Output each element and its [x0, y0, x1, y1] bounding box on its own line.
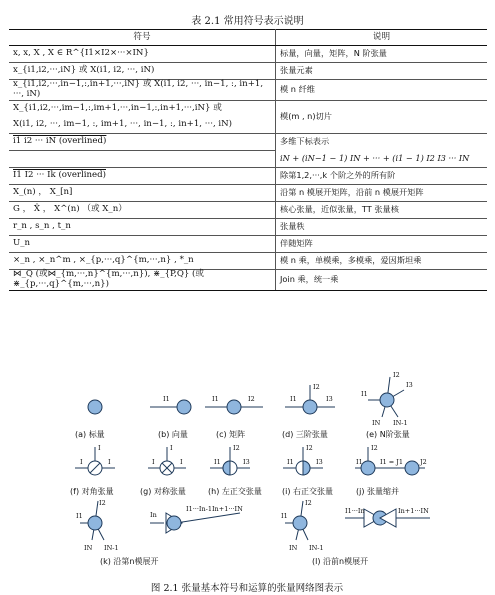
header-description: 说明	[276, 30, 488, 46]
index-label: I	[80, 458, 83, 466]
symbol-cell: X(i1, i2, ···, im−1, :, im+1, ···, in−1, :, in+1, ···, iN)	[9, 117, 276, 134]
index-label: I3	[406, 381, 413, 389]
symbol-cell: X_(n) ， X_[n]	[9, 184, 276, 201]
table-row	[9, 150, 487, 167]
index-label: I2	[233, 444, 240, 452]
description-cell: Join 乘，统一乘	[276, 269, 488, 290]
symbol-cell: U_n	[9, 235, 276, 252]
index-label: I1	[356, 458, 363, 466]
figure-caption-g: (g) 对称张量	[140, 487, 186, 496]
description-cell: 张量元素	[276, 63, 488, 80]
symbol-cell	[9, 150, 276, 167]
index-label: I1 = J1	[380, 458, 404, 466]
table-row	[9, 252, 487, 269]
index-label: I1	[290, 395, 297, 403]
figure-caption-b: (b) 向量	[158, 430, 188, 439]
symbol-cell: x_{i1,i2,···,iN} 或 X(i1, i2, ···, iN)	[9, 63, 276, 80]
description-cell: 模(m , n)切片	[276, 100, 488, 133]
table-row	[9, 46, 487, 63]
index-label: I	[180, 458, 183, 466]
symbol-cell: ⋈_Q (或⋈_{m,···,n}^{m,···,n}), ⋇_{P,Q} (或⋇_{p,···,q}^{m,···,n})	[9, 269, 276, 290]
table-caption: 表 2.1 常用符号表示说明	[191, 16, 304, 27]
index-label: I1···In	[345, 507, 365, 515]
index-label: I	[108, 458, 111, 466]
figure-caption-f: (f) 对角张量	[70, 487, 114, 496]
figure-caption: 图 2.1 张量基本符号和运算的张量网络图表示	[150, 583, 344, 594]
symbol-cell: ×_n , ×_n^m , ×_{p,···,q}^{m,···,n} , *_n	[9, 252, 276, 269]
index-label: I3	[316, 458, 323, 466]
index-label: J2	[420, 458, 427, 466]
index-label: I2	[248, 395, 255, 403]
symbol-cell: x, x, X , X ∈ R^{I1×I2×···×IN}	[9, 46, 276, 63]
n-order-tensor-diagram	[368, 377, 404, 417]
description-cell: 沿第 n 模展开矩阵，沿前 n 模展开矩阵	[276, 184, 488, 201]
figure-caption-e: (e) N阶张量	[366, 430, 410, 439]
index-label: IN-1	[309, 544, 324, 552]
table-header-row	[9, 30, 487, 46]
figure-caption-k: (k) 沿第n模展开	[100, 557, 159, 566]
index-label: I2	[393, 371, 400, 379]
symbol-cell: I1 I2 ··· Ik (overlined)	[9, 167, 276, 184]
scalar-node	[88, 400, 102, 414]
index-label: I1	[76, 512, 83, 520]
figure-caption-i: (i) 右正交张量	[282, 487, 334, 496]
description-cell: 模 n 乘，单模乘，多模乘，爱因斯坦乘	[276, 252, 488, 269]
symbol-cell: r_n , s_n , t_n	[9, 218, 276, 235]
index-label: IN	[289, 544, 298, 552]
index-label: IN	[84, 544, 93, 552]
tensor-network-figure	[0, 365, 495, 595]
header-symbol: 符号	[9, 30, 276, 46]
description-cell: 张量秩	[276, 218, 488, 235]
description-cell: 标量，向量，矩阵，N 阶张量	[276, 46, 488, 63]
table-row	[9, 218, 487, 235]
table-row	[9, 269, 487, 290]
index-label: I1	[287, 458, 294, 466]
index-label: I1	[281, 512, 288, 520]
figure-caption-h: (h) 左正交张量	[208, 487, 262, 496]
index-label: In	[150, 511, 157, 519]
description-cell: 多维下标表示	[280, 136, 330, 147]
symbol-cell: x_{i1,i2,···,in−1,:,in+1,···,iN} 或 X(i1, i2, ···, in−1, :, in+1, ···, iN)	[9, 80, 276, 101]
index-label: I3	[326, 395, 333, 403]
index-label: I2	[305, 499, 312, 507]
figure-caption-j: (j) 张量缩并	[356, 487, 400, 496]
figure-caption-d: (d) 三阶张量	[282, 430, 328, 439]
table-row	[9, 80, 487, 101]
index-label: I1···In-1In+1···IN	[186, 505, 243, 513]
table-row	[9, 100, 487, 117]
table-row	[9, 184, 487, 201]
table-row	[9, 235, 487, 252]
table-row	[9, 201, 487, 218]
index-label: I	[170, 444, 173, 452]
index-label: I2	[306, 444, 313, 452]
symbol-table	[9, 29, 487, 291]
index-label: I3	[243, 458, 250, 466]
description-cell: 伴随矩阵	[276, 235, 488, 252]
description-cell: 核心张量，近似张量，TT 张量核	[276, 201, 488, 218]
index-label: I1	[214, 458, 221, 466]
table-row	[9, 133, 487, 150]
index-label: I2	[313, 383, 320, 391]
figure-caption-c: (c) 矩阵	[216, 430, 246, 439]
figure-caption-l: (l) 沿前n模展开	[312, 557, 369, 566]
index-label: I2	[371, 444, 378, 452]
index-label: IN-1	[104, 544, 119, 552]
index-label: In+1···IN	[398, 507, 429, 515]
figure-caption-a: (a) 标量	[75, 430, 105, 439]
index-label: IN	[372, 419, 381, 427]
index-label: I	[98, 444, 101, 452]
vector-diagram	[150, 400, 191, 414]
symbol-cell: X_{i1,i2,···,im−1,:,im+1,···,in−1,:,in+1,···,iN} 或	[9, 100, 276, 117]
symbol-cell: i1 i2 ··· iN (overlined)	[9, 133, 276, 150]
table-row	[9, 63, 487, 80]
symbol-cell: G ， X̂ ， X^(n) （或 X_n）	[9, 201, 276, 218]
description-cell: 模 n 纤维	[276, 80, 488, 101]
index-label: I1	[163, 395, 170, 403]
index-label: I	[152, 458, 155, 466]
description-cell: 除第1,2,···,k 个阶之外的所有阶	[276, 167, 488, 184]
description-cell: iN + (iN−1 − 1) IN + ··· + (i1 − 1) I2 I3 ··· IN	[276, 150, 488, 167]
index-label: I1	[212, 395, 219, 403]
index-label: I1	[361, 390, 368, 398]
table-row	[9, 167, 487, 184]
index-label: I2	[99, 499, 106, 507]
index-label: IN-1	[393, 419, 408, 427]
